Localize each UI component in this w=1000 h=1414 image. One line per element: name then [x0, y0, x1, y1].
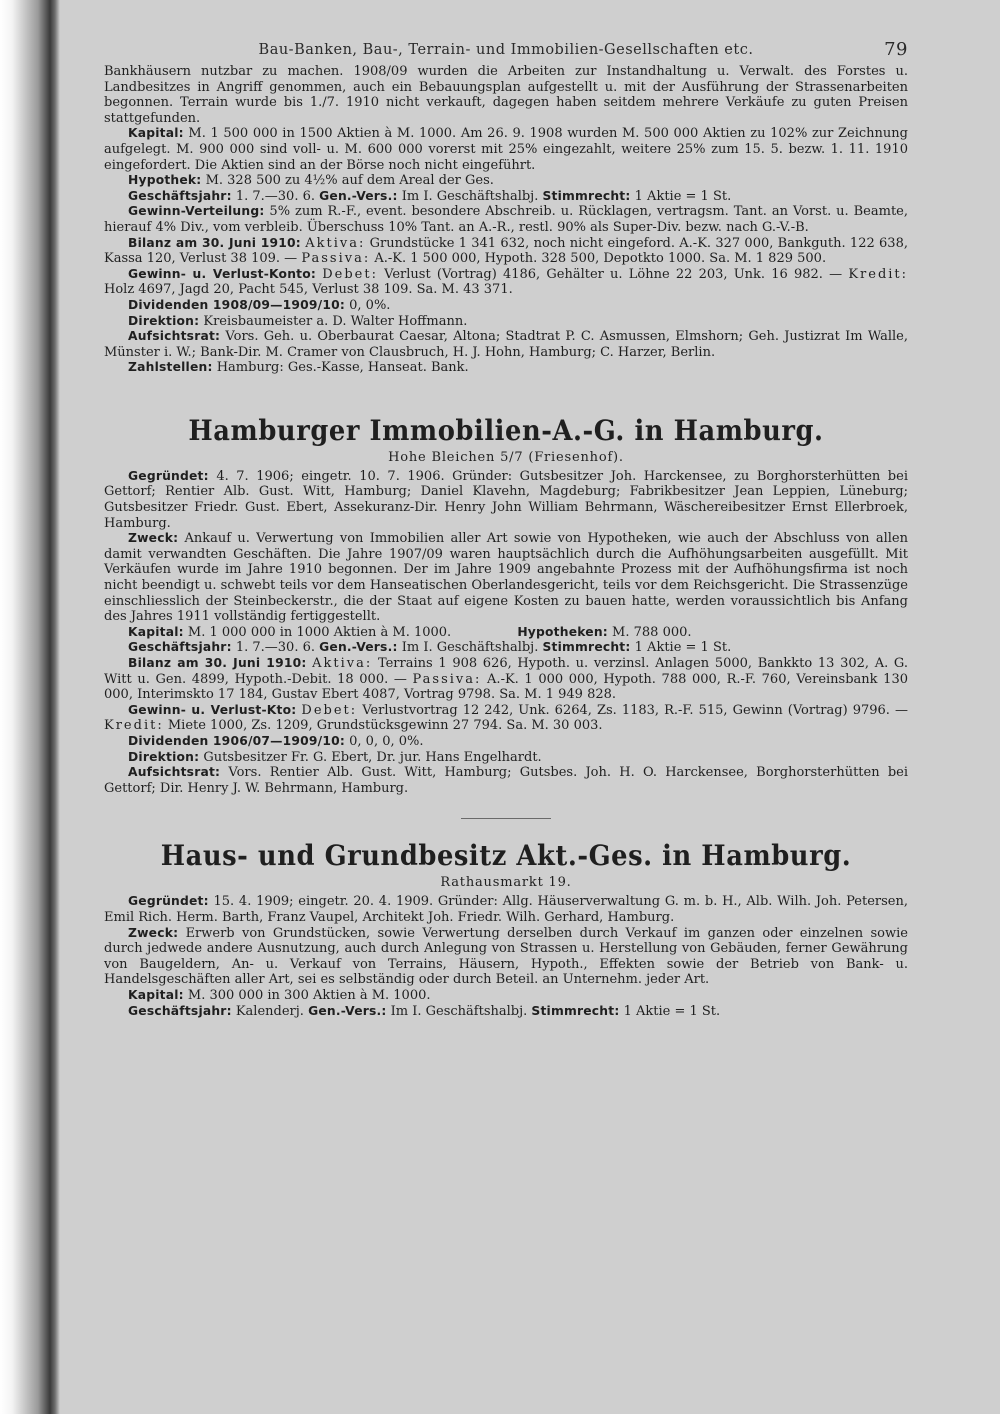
gewinnverteilung-paragraph — [104, 204, 908, 235]
gv-label: Gen.-Vers.: — [319, 640, 398, 655]
gegruendet-paragraph — [104, 469, 908, 531]
kredit-text: Miete 1000, Zs. 1209, Grundstücksgewinn 27 794. Sa. M. 30 003. — [167, 718, 603, 734]
gj-text: 1. 7.—30. 6. — [235, 640, 315, 656]
hypothek-label: Hypothek: — [128, 173, 202, 188]
gegruendet-text: 4. 7. 1906; eingetr. 10. 7. 1906. Gründer: Gutsbesitzer Joh. Harckensee, zu Borghorsterhütten bei Gettorf; Rentier Alb. Gust. Witt, Hamburg; Daniel Klavehn, Magdeburg; Fabrikbesitzer Jean Leppien, Lüneburg; Gutsbesitzer Friedr. Gust. Ebert, Assekuranz-Dir. Henry John William Behrmann, Wäschereibesitzer Ernst Ellerbroek, Hamburg. — [104, 468, 908, 531]
dividenden-label: Dividenden 1906/07—1909/10: — [128, 733, 345, 748]
running-title: Bau-Banken, Bau-, Terrain- und Immobilien-Gesellschaften etc. — [258, 42, 754, 58]
gv-text: Im I. Geschäftshalbj. — [401, 188, 539, 204]
aufsichtsrat-paragraph — [104, 765, 908, 796]
aktiva-word: Aktiva: — [312, 656, 373, 671]
direktion-label: Direktion: — [128, 313, 200, 328]
continuation-entry — [104, 64, 908, 376]
gv-label: Gen.-Vers.: — [319, 188, 398, 203]
dividenden-text: 0, 0, 0, 0%. — [349, 733, 424, 749]
gewinnverteilung-label: Gewinn-Verteilung: — [128, 204, 265, 219]
dividenden-text: 0, 0%. — [349, 297, 391, 313]
hypothek-paragraph — [104, 173, 908, 189]
company-address: Hohe Bleichen 5/7 (Friesenhof). — [388, 449, 624, 465]
gv-text: Im I. Geschäftshalbj. — [401, 640, 539, 656]
intro-paragraph: Bankhäusern nutzbar zu machen. 1908/09 wurden die Arbeiten zur Instandhaltung u. Verwalt. des Forstes u. Landbesitzes in Angriff genommen, auch ein Bebauungsplan aufgestellt u. mit der Ausführung der Strassenarbeiten begonnen. Terrain wurde bis 1./7. 1910 nicht verkauft, dagegen haben seitdem mehrere Verkäufe zu guten Preisen stattgefunden. — [104, 64, 908, 126]
page-number: 79 — [884, 39, 908, 60]
running-header — [104, 40, 908, 64]
zweck-text: Ankauf u. Verwertung von Immobilien aller Art sowie von Hypotheken, wie auch der Abschluss von allen damit verwandten Geschäften. Die Jahre 1907/09 waren hauptsächlich durch die Aufhöhungsarbeiten ausgefüllt. Mit Verkäufen wurde im Jahre 1910 begonnen. Der im Jahre 1909 angebahnte Prozess mit der Aufhöhungsfirma ist noch nicht beendigt u. schwebt teils vor dem Hanseatischen Oberlandesgericht, teils vor dem Reichsgericht. Die Strassenzüge einschliesslich der Steinbeckerstr., die der Staat auf eigene Kosten zu bauen hatte, werden voraussichtlich bis Anfang des Jahres 1911 vollständig fertiggestellt. — [104, 531, 908, 625]
dividenden-paragraph — [104, 298, 908, 314]
book-gutter — [0, 0, 60, 1414]
guv-label: Gewinn- u. Verlust-Konto: — [128, 266, 317, 281]
company-title: Hamburger Immobilien-A.-G. in Hamburg. — [188, 413, 824, 447]
kredit-text: Holz 4697, Jagd 20, Pacht 545, Verlust 38 109. Sa. M. 43 371. — [104, 282, 513, 298]
company-address: Rathausmarkt 19. — [440, 875, 572, 891]
bilanz-label: Bilanz am 30. Juni 1910: — [128, 656, 307, 670]
guv-paragraph — [104, 703, 908, 734]
gegruendet-label: Gegründet: — [128, 468, 209, 483]
kapital-label: Kapital: — [128, 624, 184, 639]
aktiva-text: Terrains 1 908 626, Hypoth. u. verzinsl. Anlagen 5000, Bankkto 13 302, A. G. Witt u. Gen. 4899, Hypoth.-Debit. 18 000. — — [104, 656, 908, 687]
zahlstellen-text: Hamburg: Ges.-Kasse, Hanseat. Bank. — [216, 360, 469, 376]
company-title: Haus- und Grundbesitz Akt.-Ges. in Hamburg. — [160, 839, 852, 873]
aufsichtsrat-text: Vors. Geh. u. Oberbaurat Caesar, Altona; Stadtrat P. C. Asmussen, Elmshorn; Geh. Justizrat Im Walle, Münster i. W.; Bank-Dir. M. Cramer von Clausbruch, H. J. Hohn, Hamburg; C. Harzer, Berlin. — [104, 329, 908, 360]
stimm-label: Stimmrecht: — [542, 640, 631, 655]
debet-word: Debet: — [301, 702, 358, 718]
zweck-paragraph — [104, 926, 908, 988]
zweck-label: Zweck: — [128, 531, 179, 546]
debet-text: Verlust (Vortrag) 4186, Gehälter u. Löhne 22 203, Unk. 16 982. — — [384, 266, 843, 282]
stimm-text: 1 Aktie = 1 St. — [634, 640, 732, 656]
section-divider — [461, 818, 551, 819]
aufsichtsrat-label: Aufsichtsrat: — [128, 329, 221, 344]
direktion-paragraph — [104, 750, 908, 766]
gj-text: Kalenderj. — [235, 1003, 304, 1019]
kapital-label: Kapital: — [128, 987, 184, 1002]
geschaeftsjahr-paragraph — [104, 640, 908, 656]
stimm-text: 1 Aktie = 1 St. — [623, 1003, 721, 1019]
passiva-text: A.-K. 1 500 000, Hypoth. 328 500, Depotkto 1000. Sa. M. 1 829 500. — [374, 251, 827, 267]
direktion-text: Gutsbesitzer Fr. G. Ebert, Dr. jur. Hans Engelhardt. — [203, 749, 542, 765]
direktion-paragraph — [104, 314, 908, 330]
kapital-label: Kapital: — [128, 126, 184, 141]
kapital-paragraph — [104, 625, 908, 641]
direktion-label: Direktion: — [128, 749, 200, 764]
kredit-word: Kredit: — [104, 718, 164, 734]
kapital-text: M. 1 000 000 in 1000 Aktien à M. 1000. — [187, 624, 452, 640]
gj-label: Geschäftsjahr: — [128, 188, 232, 203]
stimm-label: Stimmrecht: — [542, 188, 631, 203]
kapital-text: M. 300 000 in 300 Aktien à M. 1000. — [187, 987, 431, 1003]
passiva-word: Passiva: — [412, 671, 482, 687]
aktiva-text: Grundstücke 1 341 632, noch nicht eingeford. A.-K. 327 000, Bankguth. 122 638, Kassa 120, Verlust 38 109. — — [104, 235, 908, 267]
zahlstellen-paragraph — [104, 360, 908, 376]
debet-text: Verlustvortrag 12 242, Unk. 6264, Zs. 1183, R.-F. 515, Gewinn (Vortrag) 9796. — — [362, 702, 908, 718]
aufsichtsrat-label: Aufsichtsrat: — [128, 765, 221, 780]
gj-label: Geschäftsjahr: — [128, 640, 232, 655]
debet-word: Debet: — [322, 266, 378, 282]
zweck-text: Erwerb von Grundstücken, sowie Verwertung derselben durch Verkauf im ganzen oder einzelnen sowie durch jedwede andere Ausnutzung, auch durch Anlegung von Strassen u. Herstellung von Gebäuden, ferner Gewährung von Baugeldern, An- u. Verkauf von Terrains, Häusern, Hypoth., Effekten sowie der Betrieb von Bank- u. Handelsgeschäften aller Art, sei es selbständig oder durch Beteil. an Unternehm. jeder Art. — [104, 925, 908, 988]
gegruendet-text: 15. 4. 1909; eingetr. 20. 4. 1909. Gründer: Allg. Häuserverwaltung G. m. b. H., Alb. Wilh. Joh. Petersen, Emil Rich. Herm. Barth, Franz Vaupel, Architekt Joh. Friedr. Wilh. Gerhard, Hamburg. — [104, 894, 908, 925]
gv-text: Im I. Geschäftshalbj. — [390, 1003, 528, 1019]
bilanz-paragraph — [104, 236, 908, 267]
kapital-paragraph — [104, 126, 908, 173]
guv-paragraph — [104, 267, 908, 298]
hypothek-text: M. 328 500 zu 4½% auf dem Areal der Ges. — [205, 173, 494, 189]
dividenden-label: Dividenden 1908/09—1909/10: — [128, 297, 345, 312]
guv-label: Gewinn- u. Verlust-Kto: — [128, 702, 297, 717]
kapital-text: M. 1 500 000 in 1500 Aktien à M. 1000. Am 26. 9. 1908 wurden M. 500 000 Aktien zu 102% zur Zeichnung aufgelegt. M. 900 000 sind voll- u. M. 600 000 vorerst mit 25% eingezahlt, weitere 25% zum 15. 5. bezw. 1. 11. 1910 eingefordert. Die Aktien sind an der Börse noch nicht eingeführt. — [104, 126, 908, 173]
stimm-label: Stimmrecht: — [531, 1003, 620, 1018]
gewinnverteilung-text: 5% zum R.-F., event. besondere Abschreib. u. Rücklagen, vertragsm. Tant. an Vorst. u. Beamte, hierauf 4% Div., vom verbleib. Überschuss 10% Tant. an A.-R., restl. 90% als Super-Div. bezw. nach G.-V.-B. — [104, 204, 908, 235]
hypotheken-text: M. 788 000. — [612, 624, 692, 640]
gegruendet-label: Gegründet: — [128, 894, 209, 909]
kapital-paragraph — [104, 988, 908, 1004]
passiva-word: Passiva: — [301, 251, 371, 267]
gv-label: Gen.-Vers.: — [308, 1003, 387, 1018]
gj-label: Geschäftsjahr: — [128, 1003, 232, 1018]
gj-text: 1. 7.—30. 6. — [235, 188, 315, 204]
bilanz-paragraph — [104, 656, 908, 703]
stimm-text: 1 Aktie = 1 St. — [634, 188, 732, 204]
kredit-word: Kredit: — [848, 266, 909, 282]
company-entry-hamburger-immobilien — [104, 414, 908, 796]
zahlstellen-label: Zahlstellen: — [128, 360, 213, 375]
geschaeftsjahr-paragraph — [104, 189, 908, 205]
aufsichtsrat-text: Vors. Rentier Alb. Gust. Witt, Hamburg; Gutsbes. Joh. H. O. Harckensee, Borghorsterhütten bei Gettorf; Dir. Henry J. W. Behrmann, Hamburg. — [104, 765, 908, 796]
aktiva-word: Aktiva: — [305, 235, 366, 251]
direktion-text: Kreisbaumeister a. D. Walter Hoffmann. — [203, 313, 468, 329]
zweck-label: Zweck: — [128, 925, 179, 940]
document-page — [104, 40, 908, 1019]
hypotheken-label: Hypotheken: — [517, 624, 608, 639]
company-entry-haus-und-grundbesitz — [104, 839, 908, 1019]
passiva-text: A.-K. 1 000 000, Hypoth. 788 000, R.-F. 760, Vereinsbank 130 000, Interimskto 17 184, Gustav Ebert 4087, Vortrag 9798. Sa. M. 1 949 828. — [104, 671, 908, 703]
gegruendet-paragraph — [104, 894, 908, 925]
geschaeftsjahr-paragraph — [104, 1004, 908, 1020]
bilanz-label: Bilanz am 30. Juni 1910: — [128, 235, 301, 250]
zweck-paragraph — [104, 531, 908, 625]
aufsichtsrat-paragraph — [104, 329, 908, 360]
dividenden-paragraph — [104, 734, 908, 750]
